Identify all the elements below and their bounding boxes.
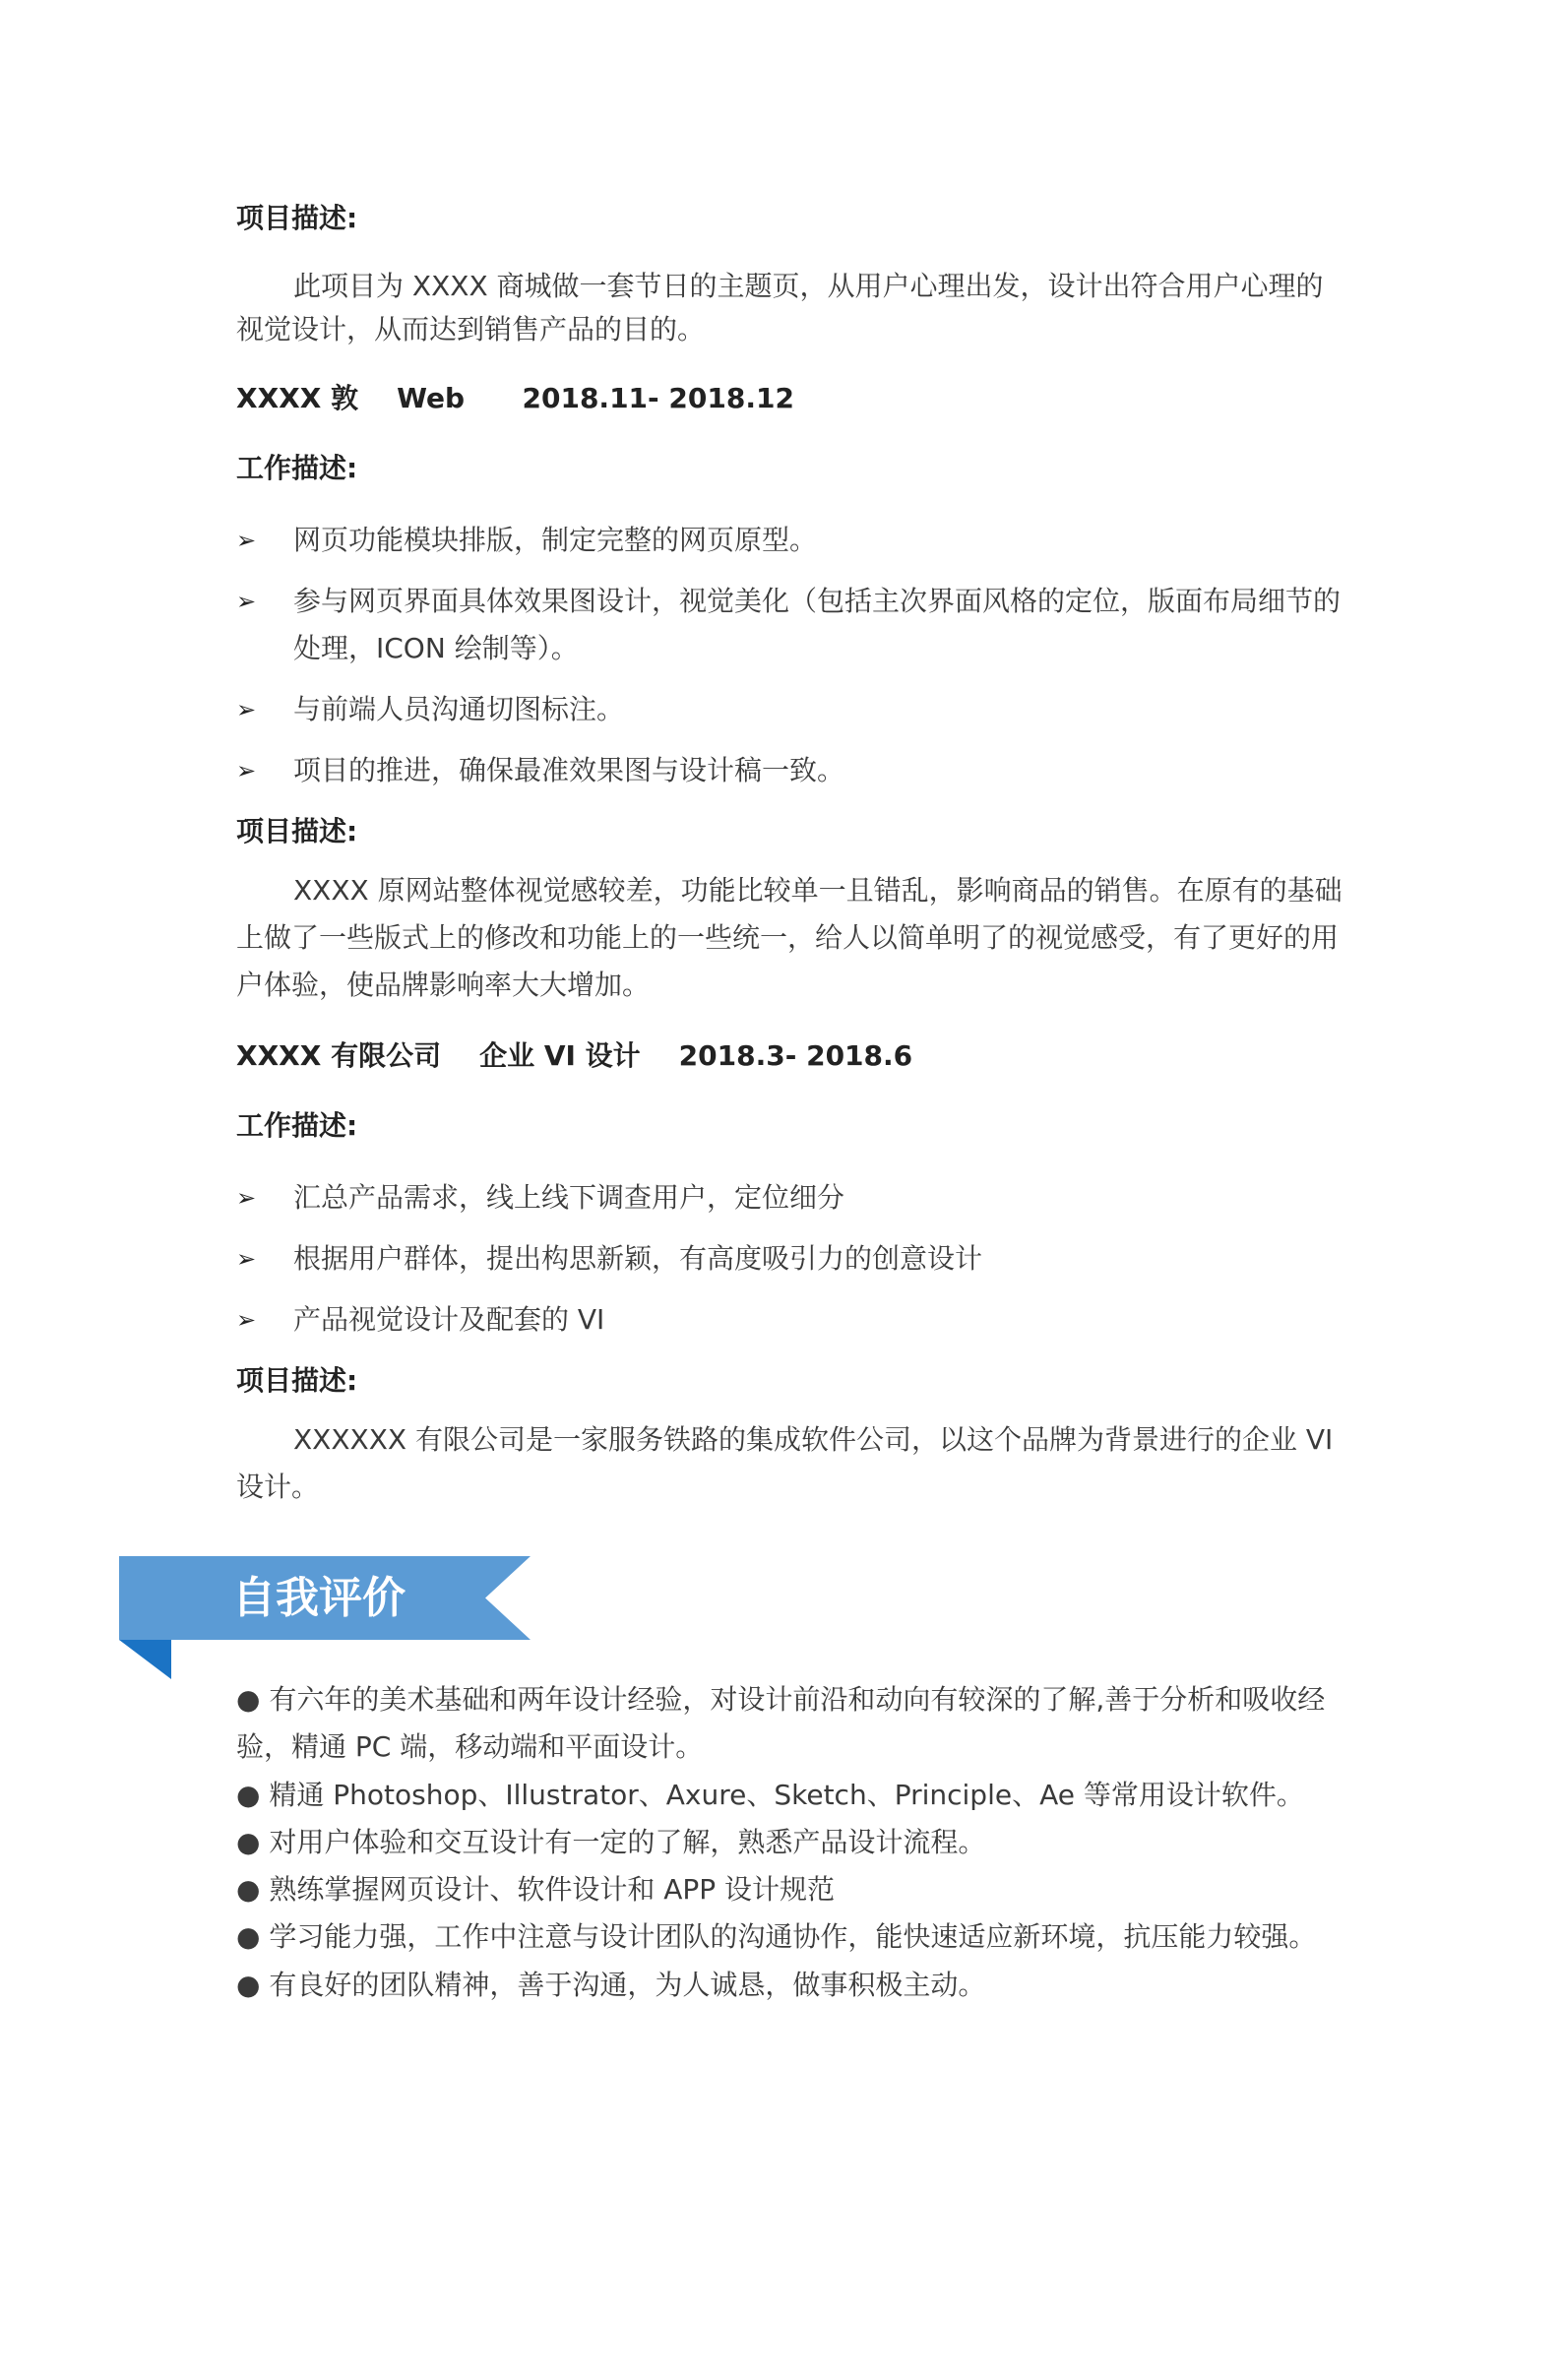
job2-bullet: 参与网页界面具体效果图设计，视觉美化（包括主次界面风格的定位，版面布局细节的 <box>293 585 1342 617</box>
self-eval-line: 验，精通 PC 端，移动端和平面设计。 <box>236 1730 704 1763</box>
self-eval-line: ● 有良好的团队精神，善于沟通，为人诚恳，做事积极主动。 <box>236 1969 986 2001</box>
job2-bullet: 项目的推进，确保最准效果图与设计稿一致。 <box>293 754 845 786</box>
job2-bullet-cont: 处理，ICON 绘制等）。 <box>293 632 579 664</box>
job2-desc-line: XXXX 原网站整体视觉感较差，功能比较单一且错乱，影响商品的销售。在原有的基础 <box>293 874 1343 907</box>
job3-bullet: 根据用户群体，提出构思新颖，有高度吸引力的创意设计 <box>293 1242 983 1275</box>
job3-bullet: 汇总产品需求，线上线下调查用户，定位细分 <box>293 1181 845 1214</box>
arrow-bullet-icon: ➢ <box>236 1184 257 1212</box>
arrow-bullet-icon: ➢ <box>236 588 257 615</box>
job3-desc-line: 设计。 <box>236 1471 320 1503</box>
job3-desc-line: XXXXXX 有限公司是一家服务铁路的集成软件公司，以这个品牌为背景进行的企业 VI <box>293 1423 1334 1456</box>
job2-bullet: 网页功能模块排版，制定完整的网页原型。 <box>293 524 818 556</box>
job3-desc-label: 项目描述: <box>236 1364 358 1397</box>
arrow-bullet-icon: ➢ <box>236 1306 257 1334</box>
project1-desc-line: 此项目为 XXXX 商城做一套节日的主题页，从用户心理出发，设计出符合用户心理的 <box>293 270 1324 302</box>
banner-fold <box>119 1640 171 1679</box>
self-eval-line: ● 对用户体验和交互设计有一定的了解，熟悉产品设计流程。 <box>236 1826 986 1858</box>
self-eval-line: ● 有六年的美术基础和两年设计经验，对设计前沿和动向有较深的了解,善于分析和吸收经 <box>236 1683 1326 1716</box>
job2-desc-label: 项目描述: <box>236 815 358 847</box>
project1-desc-line: 视觉设计，从而达到销售产品的目的。 <box>236 313 706 345</box>
self-eval-line: ● 熟练掌握网页设计、软件设计和 APP 设计规范 <box>236 1873 836 1906</box>
arrow-bullet-icon: ➢ <box>236 527 257 554</box>
section-title: 自我评价 <box>232 1573 406 1623</box>
self-eval-line: ● 学习能力强，工作中注意与设计团队的沟通协作，能快速适应新环境，抗压能力较强。 <box>236 1920 1317 1953</box>
job2-heading: XXXX 敦 Web 2018.11- 2018.12 <box>236 382 794 414</box>
job2-bullet: 与前端人员沟通切图标注。 <box>293 693 625 725</box>
arrow-bullet-icon: ➢ <box>236 696 257 723</box>
job3-work-label: 工作描述: <box>236 1109 358 1142</box>
job2-desc-line: 户体验，使品牌影响率大大增加。 <box>236 969 651 1001</box>
job3-heading: XXXX 有限公司 企业 VI 设计 2018.3- 2018.6 <box>236 1039 913 1072</box>
arrow-bullet-icon: ➢ <box>236 1245 257 1273</box>
job2-desc-line: 上做了一些版式上的修改和功能上的一些统一，给人以简单明了的视觉感受，有了更好的用 <box>236 921 1340 954</box>
project1-desc-label: 项目描述: <box>236 202 358 234</box>
self-eval-line: ● 精通 Photoshop、Illustrator、Axure、Sketch、Principle、Ae 等常用设计软件。 <box>236 1779 1304 1811</box>
arrow-bullet-icon: ➢ <box>236 757 257 784</box>
job3-bullet: 产品视觉设计及配套的 VI <box>293 1303 605 1336</box>
job2-work-label: 工作描述: <box>236 452 358 484</box>
